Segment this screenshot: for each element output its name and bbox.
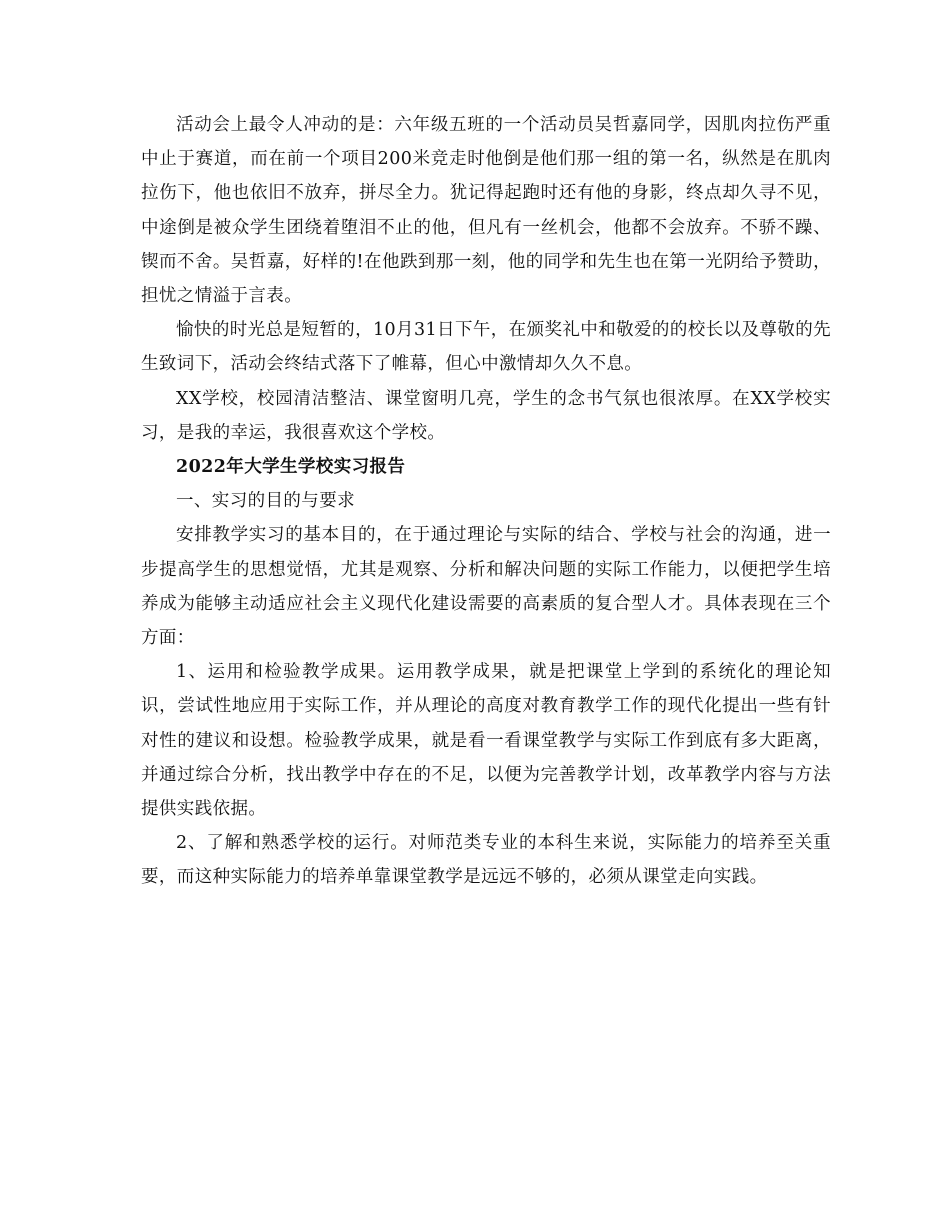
paragraph-point-1: 1、运用和检验教学成果。运用教学成果，就是把课堂上学到的系统化的理论知识，尝试性地应用于实际工作，并从理论的高度对教育教学工作的现代化提出一些有针对性的建议和设想。检验教学成果，就是看一看课堂教学与实际工作到底有多大距离，并通过综合分析，找出教学中存在的不足，以便为完善教学计划，改革教学内容与方法提供实践依据。 [141, 662, 831, 820]
document-body [141, 108, 831, 895]
paragraph-closing-ceremony: 愉快的时光总是短暂的，10月31日下午，在颁奖礼中和敬爱的的校长以及尊敬的先生致词下，活动会终结式落下了帷幕，但心中激情却久久不息。 [141, 320, 831, 375]
paragraph-purpose: 安排教学实习的基本目的，在于通过理论与实际的结合、学校与社会的沟通，进一步提高学生的思想觉悟，尤其是观察、分析和解决问题的实际工作能力，以便把学生培养成为能够主动适应社会主义现代化建设需要的高素质的复合型人才。具体表现在三个方面： [141, 525, 831, 649]
paragraph-point-2: 2、了解和熟悉学校的运行。对师范类专业的本科生来说，实际能力的培养至关重要，而这种实际能力的培养单靠课堂教学是远远不够的，必须从课堂走向实践。 [141, 833, 831, 888]
paragraph-school-praise: XX学校，校园清洁整洁、课堂窗明几亮，学生的念书气氛也很浓厚。在XX学校实习，是我的幸运，我很喜欢这个学校。 [141, 388, 831, 443]
section-title: 一、实习的目的与要求 [176, 491, 355, 512]
paragraph-athlete-story: 活动会上最令人冲动的是：六年级五班的一个活动员吴哲嘉同学，因肌肉拉伤严重中止于赛道，而在前一个项目200米竞走时他倒是他们那一组的第一名，纵然是在肌肉拉伤下，他也依旧不放弃，拼尽全力。犹记得起跑时还有他的身影，终点却久寻不见，中途倒是被众学生团绕着堕泪不止的他，但凡有一丝机会，他都不会放弃。不骄不躁、锲而不舍。吴哲嘉，好样的!在他跌到那一刻，他的同学和先生也在第一光阴给予赞助，担忧之情溢于言表。 [141, 115, 831, 307]
report-heading: 2022年大学生学校实习报告 [176, 457, 406, 478]
